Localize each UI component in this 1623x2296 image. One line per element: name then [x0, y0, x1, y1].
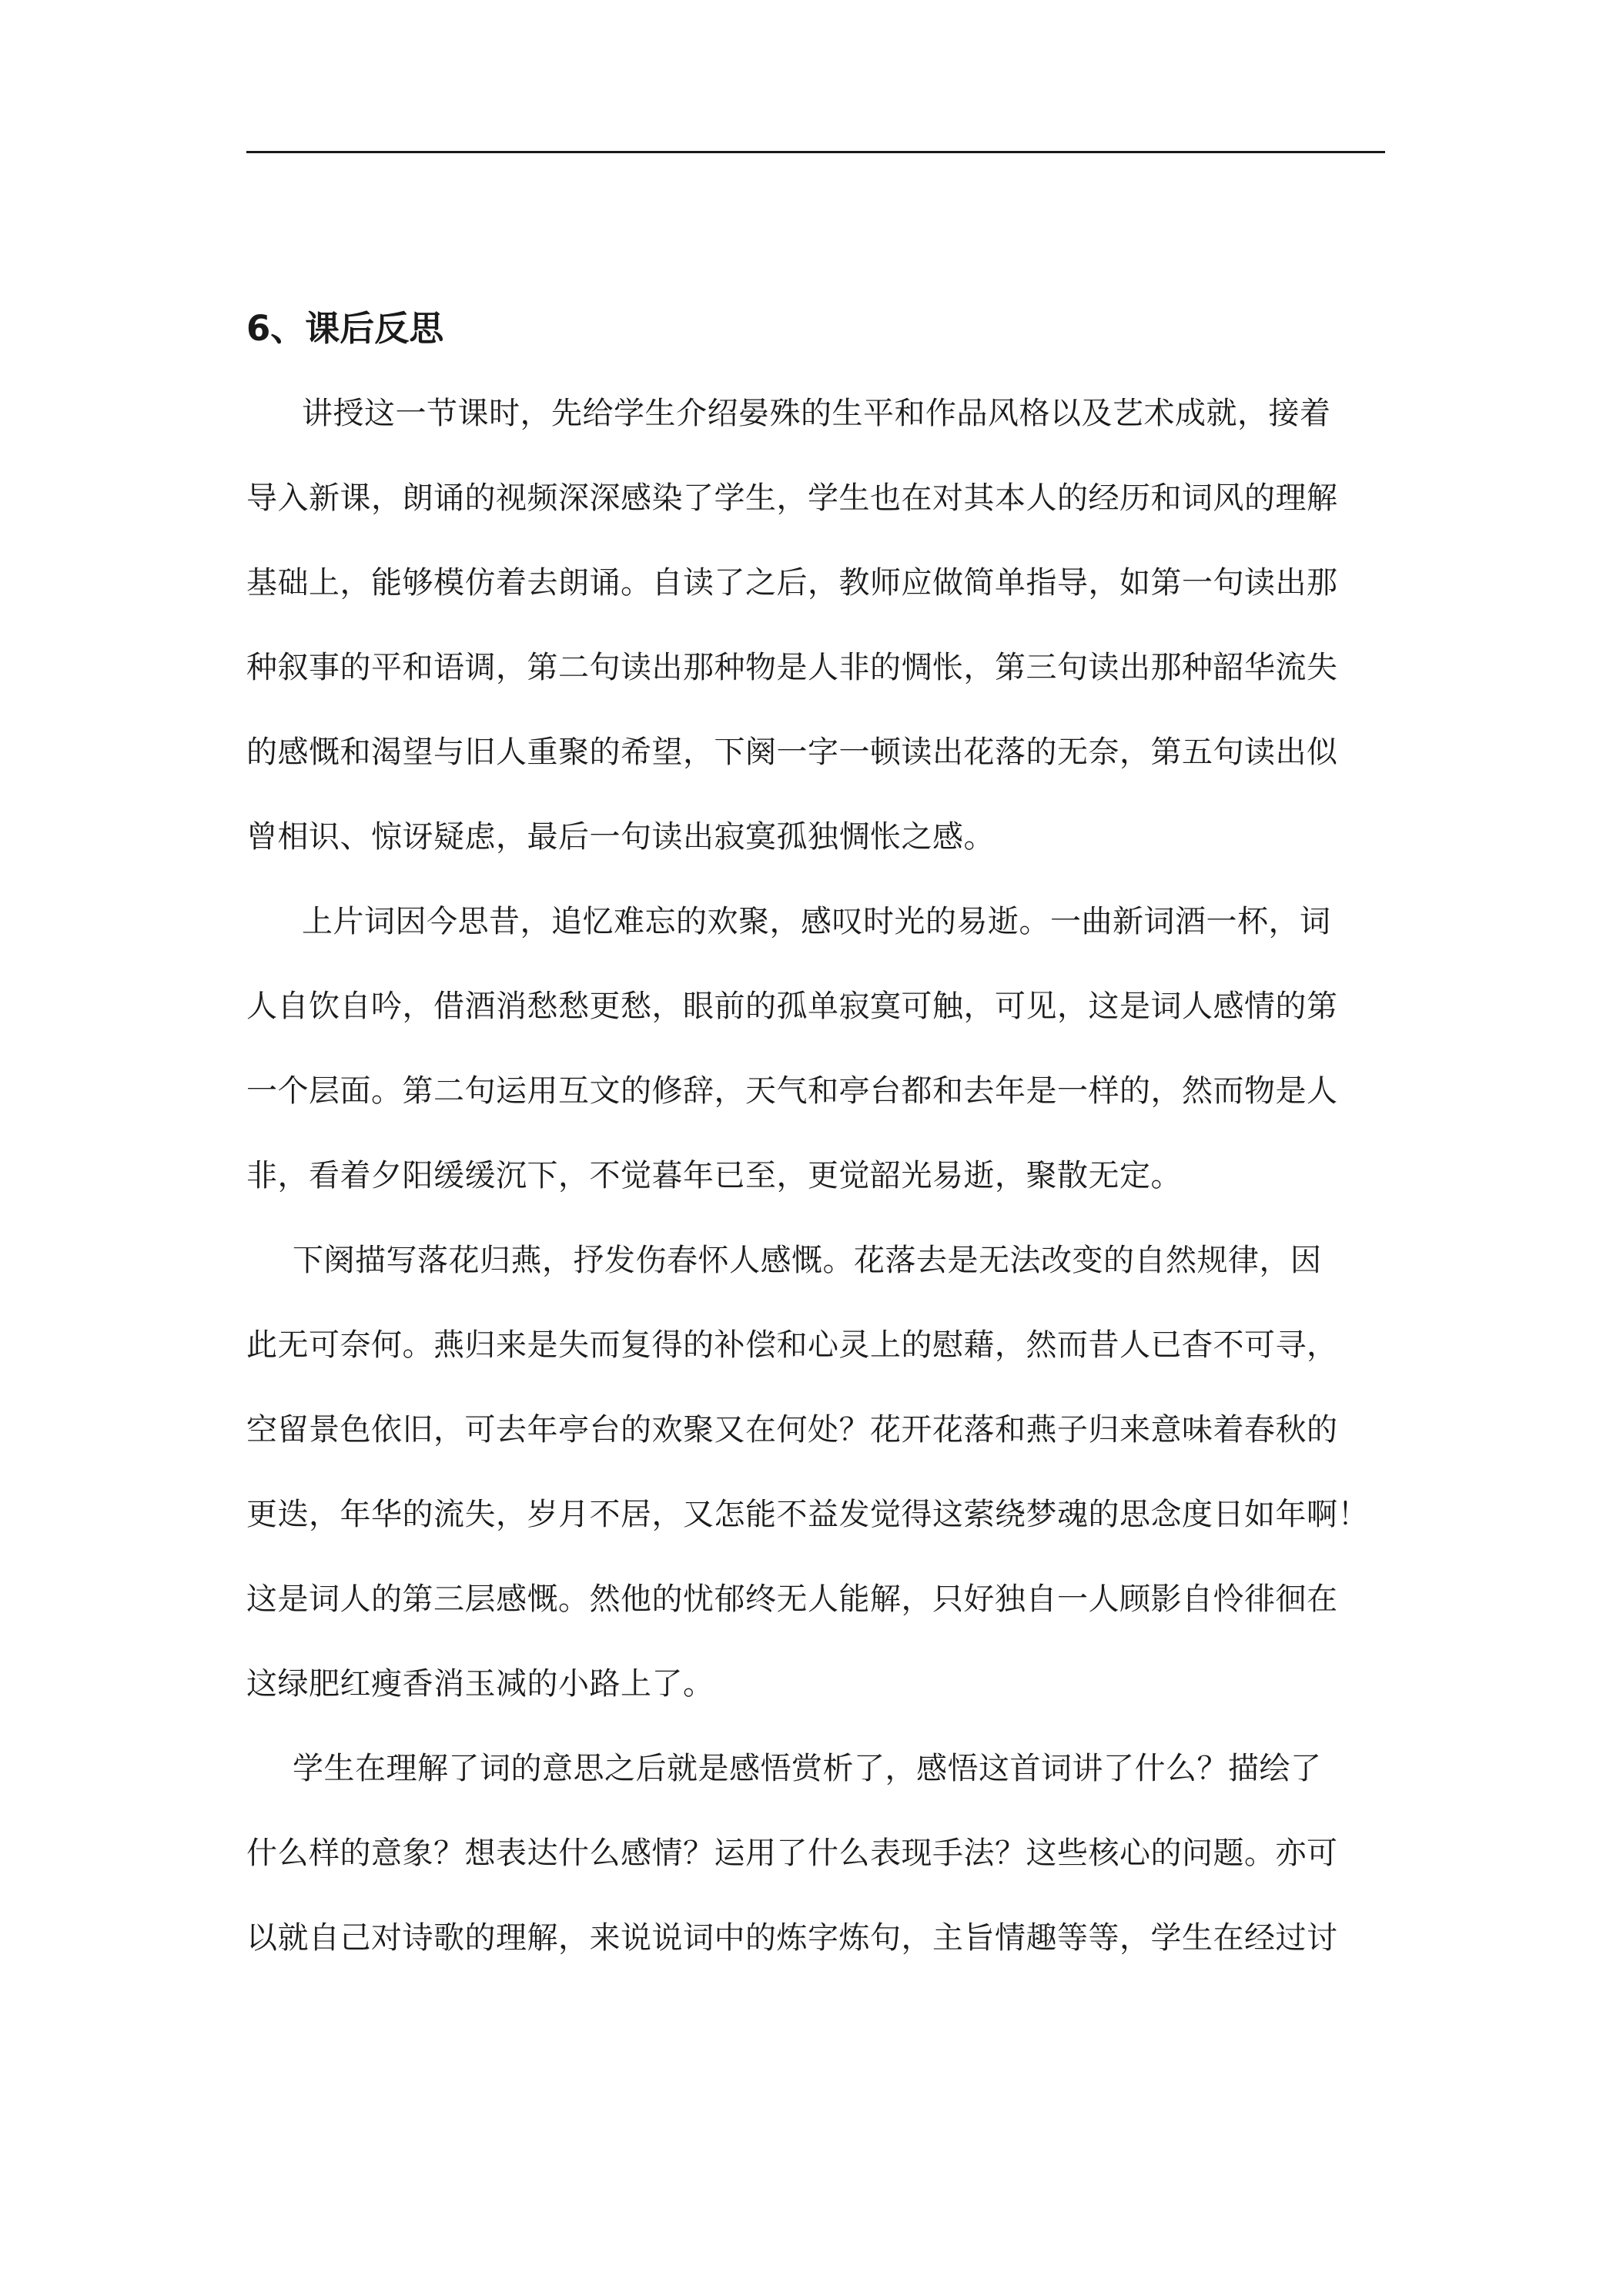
paragraph-line: 更迭，年华的流失，岁月不居，又怎能不益发觉得这萦绕梦魂的思念度日如年啊！	[246, 1497, 1369, 1532]
paragraph-line: 上片词因今思昔，追忆难忘的欢聚，感叹时光的易逝。一曲新词酒一杯，词	[302, 904, 1331, 939]
paragraph-4	[246, 1726, 1385, 1980]
paragraph-line: 这是词人的第三层感慨。然他的忧郁终无人能解，只好独自一人顾影自怜徘徊在	[246, 1581, 1338, 1617]
paragraph-line: 曾相识、惊讶疑虑，最后一句读出寂寞孤独惆怅之感。	[246, 819, 995, 855]
document-body	[246, 286, 1385, 1980]
paragraph-line: 人自饮自吟，借酒消愁愁更愁，眼前的孤单寂寞可触，可见，这是词人感情的第	[246, 989, 1338, 1024]
paragraph-1	[246, 371, 1385, 879]
paragraph-line: 以就自己对诗歌的理解，来说说词中的炼字炼句，主旨情趣等等，学生在经过讨	[246, 1920, 1338, 1956]
paragraph-line: 下阕描写落花归燕，抒发伤春怀人感慨。花落去是无法改变的自然规律，因	[293, 1243, 1322, 1278]
paragraph-line: 空留景色依旧，可去年亭台的欢聚又在何处？花开花落和燕子归来意味着春秋的	[246, 1412, 1338, 1448]
paragraph-line: 基础上，能够模仿着去朗诵。自读了之后，教师应做简单指导，如第一句读出那	[246, 565, 1338, 601]
paragraph-line: 这绿肥红瘦香消玉减的小路上了。	[246, 1666, 714, 1702]
paragraph-line: 的感慨和渴望与旧人重聚的希望，下阕一字一顿读出花落的无奈，第五句读出似	[246, 735, 1338, 770]
paragraph-line: 种叙事的平和语调，第二句读出那种物是人非的惆怅，第三句读出那种韶华流失	[246, 650, 1338, 685]
paragraph-line: 非，看着夕阳缓缓沉下，不觉暮年已至，更觉韶光易逝，聚散无定。	[246, 1158, 1182, 1193]
paragraph-line: 此无可奈何。燕归来是失而复得的补偿和心灵上的慰藉，然而昔人已杳不可寻，	[246, 1327, 1338, 1363]
paragraph-line: 学生在理解了词的意思之后就是感悟赏析了，感悟这首词讲了什么？描绘了	[293, 1751, 1322, 1786]
paragraph-line: 什么样的意象？想表达什么感情？运用了什么表现手法？这些核心的问题。亦可	[246, 1836, 1338, 1871]
paragraph-2	[246, 879, 1385, 1218]
paragraph-3	[246, 1218, 1385, 1726]
paragraph-line: 一个层面。第二句运用互文的修辞，天气和亭台都和去年是一样的，然而物是人	[246, 1073, 1338, 1109]
paragraph-line: 导入新课，朗诵的视频深深感染了学生，学生也在对其本人的经历和词风的理解	[246, 480, 1338, 516]
section-heading: 6、课后反思	[246, 308, 444, 349]
header-rule	[246, 151, 1385, 153]
paragraph-line: 讲授这一节课时，先给学生介绍晏殊的生平和作品风格以及艺术成就，接着	[302, 396, 1331, 431]
